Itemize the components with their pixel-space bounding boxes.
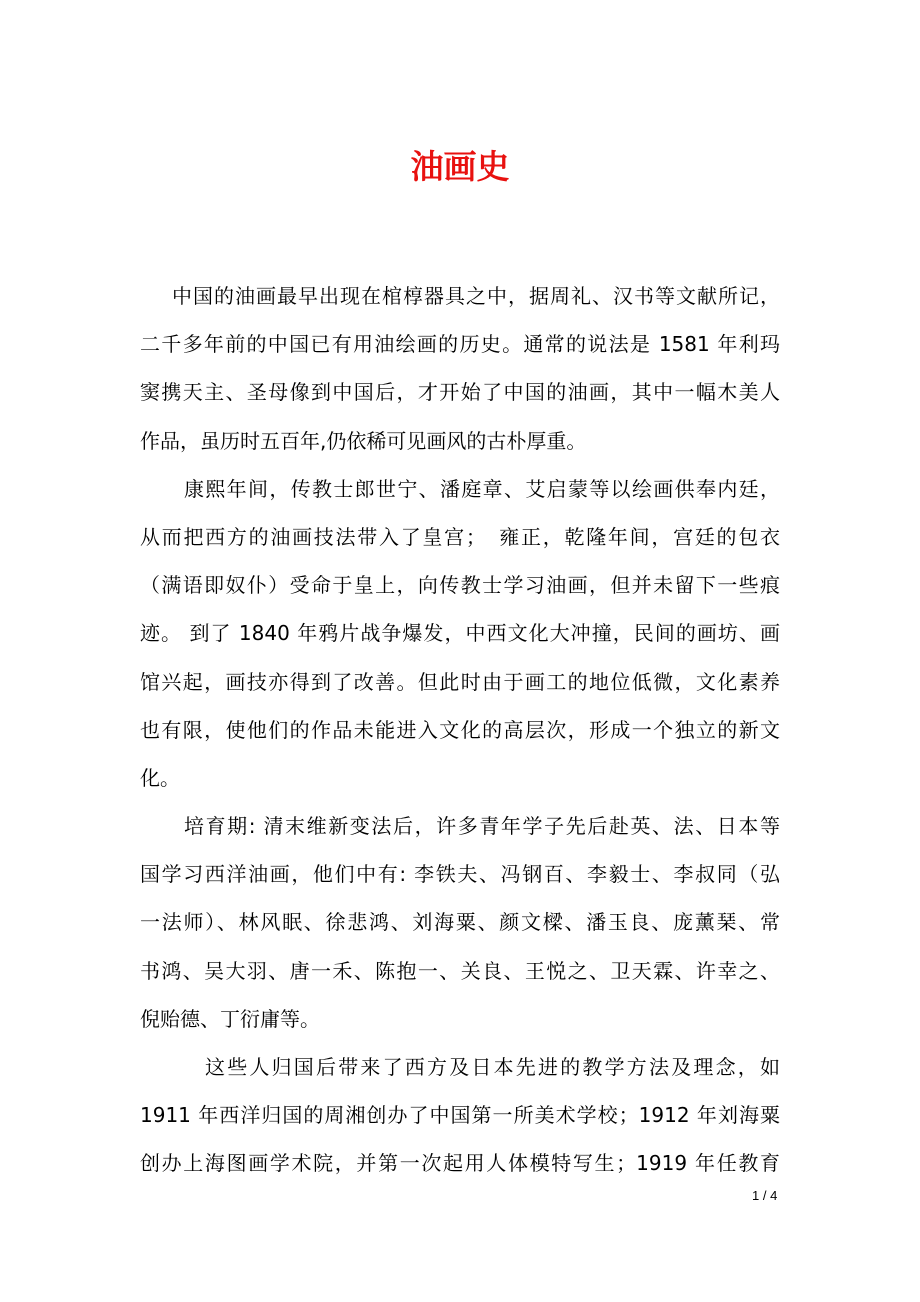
text-line: 1911 年西洋归国的周湘创办了中国第一所美术学校；1912 年刘海粟	[140, 1103, 780, 1128]
document-body	[140, 272, 780, 1188]
text-line: 迹。 到了 1840 年鸦片战争爆发，中西文化大冲撞，民间的画坊、画	[140, 621, 780, 646]
text-line: 化。	[140, 765, 180, 790]
text-line: 康熙年间，传教士郎世宁、潘庭章、艾启蒙等以绘画供奉内廷，	[184, 476, 780, 501]
text-line: 作品，虽历时五百年,仍依稀可见画风的古朴厚重。	[140, 428, 587, 453]
text-line: 中国的油画最早出现在棺椁器具之中，据周礼、汉书等文献所记，	[172, 284, 780, 308]
page-number: 1 / 4	[752, 1188, 778, 1203]
text-line: 一法师）、林风眠、徐悲鸿、刘海粟、颜文樑、潘玉良、庞薰琹、常	[140, 910, 780, 935]
text-line: 从而把西方的油画技法带入了皇宫； 雍正，乾隆年间，宫廷的包衣	[140, 524, 780, 549]
paragraph-2	[140, 465, 780, 802]
paragraph-1	[140, 272, 780, 465]
text-line: 倪贻德、丁衍庸等。	[140, 1006, 320, 1031]
text-line: 馆兴起，画技亦得到了改善。但此时由于画工的地位低微，文化素养	[140, 669, 780, 694]
text-line: 也有限，使他们的作品未能进入文化的高层次，形成一个独立的新文	[140, 717, 780, 742]
text-line: 这些人归国后带来了西方及日本先进的教学方法及理念，如	[205, 1055, 780, 1079]
text-line: 书鸿、吴大羽、唐一禾、陈抱一、关良、王悦之、卫天霖、许幸之、	[140, 958, 780, 983]
paragraph-4	[140, 1043, 780, 1188]
text-line: 窦携天主、圣母像到中国后，才开始了中国的油画，其中一幅木美人	[140, 380, 780, 405]
paragraph-3	[140, 802, 780, 1043]
text-line: 培育期: 清末维新变法后，许多青年学子先后赴英、法、日本等	[184, 814, 780, 839]
text-line: 二千多年前的中国已有用油绘画的历史。通常的说法是 1581 年利玛	[140, 332, 780, 357]
text-line: 创办上海图画学术院，并第一次起用人体模特写生；1919 年任教育	[140, 1151, 780, 1176]
document-title: 油画史	[410, 147, 510, 186]
text-line: （满语即奴仆）受命于皇上，向传教士学习油画，但并未留下一些痕	[140, 573, 780, 598]
text-line: 国学习西洋油画，他们中有: 李铁夫、冯钢百、李毅士、李叔同（弘	[140, 862, 780, 887]
